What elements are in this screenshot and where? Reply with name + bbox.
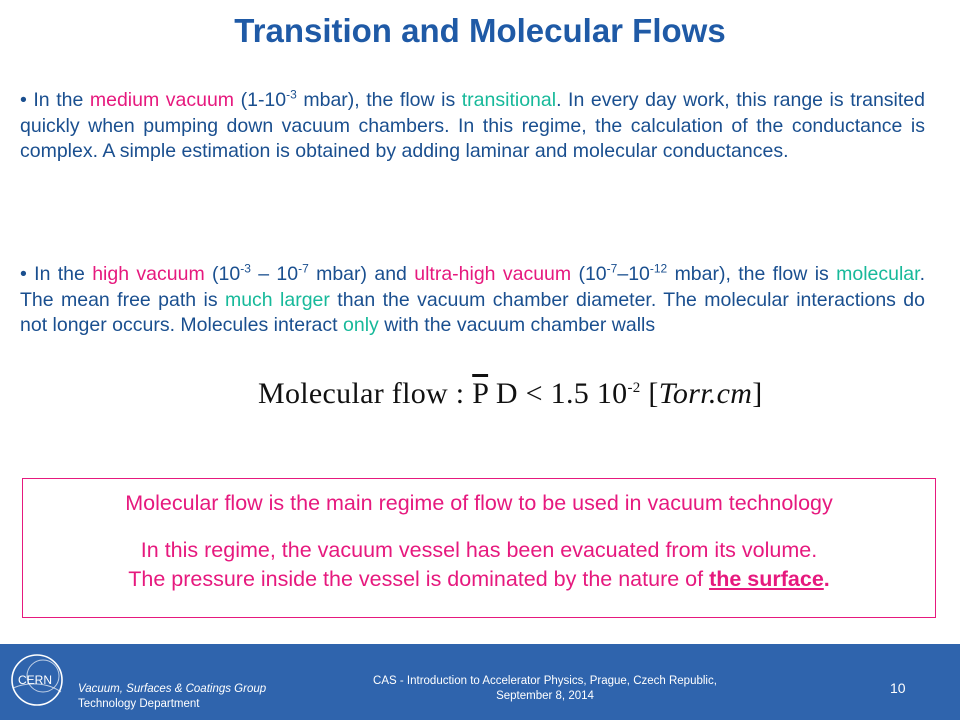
text: mbar), the flow is [296,89,462,111]
text: (10 [571,263,607,285]
text: In the [26,263,93,285]
group-info [78,682,266,712]
highlight-ultra-high-vacuum: ultra-high vacuum [414,263,572,285]
formula-mean-pressure: $\overline{P}$ [472,377,489,410]
formula-bracket: [ [640,377,659,410]
key-message-line1: Molecular flow is the main regime of flow to be used in vacuum technology [125,491,833,515]
key-message-line2: In this regime, the vacuum vessel has been evacuated from its volume. [140,538,818,562]
highlight-much-larger: much larger [224,288,330,311]
formula-unit: Torr.cm [658,377,753,410]
bullet: • [20,263,27,285]
highlight-medium-vacuum: medium vacuum [89,89,235,111]
formula-exponent: -2 [627,380,641,396]
text: than the vacuum chamber diameter. The molecular interactions do not longer occurs. Molecules interact [20,288,925,336]
cern-logo-icon [9,652,65,708]
paragraph-high-vacuum [20,262,925,339]
formula-lhs: Molecular flow : [258,377,473,410]
paragraph-medium-vacuum [20,88,925,165]
exponent: -12 [649,261,668,276]
exponent: -3 [286,87,297,102]
page-number: 10 [890,680,906,696]
exponent: -7 [606,261,618,276]
key-message-box [22,478,936,618]
text: mbar) and [308,263,415,285]
cern-logo-text: CERN [18,673,53,687]
text: – 10 [250,263,299,285]
molecular-flow-formula [258,377,763,411]
highlight-high-vacuum: high vacuum [92,263,205,285]
text: . [823,567,830,591]
exponent: -3 [240,261,251,276]
formula-threshold: < 1.5 10 [517,377,628,410]
text: mbar), the flow is [667,263,837,285]
text: (1-10 [234,89,287,111]
text: (10 [204,263,241,285]
highlight-molecular: molecular [836,263,920,285]
text: with the vacuum chamber walls [378,314,656,336]
text: –10 [617,263,650,285]
exponent: -7 [298,261,309,276]
department-name: Technology Department [78,698,200,710]
text: The pressure inside the vessel is dominated by the nature of [128,567,710,591]
footer-bar [0,644,960,720]
formula-bracket: ] [752,377,763,410]
text: . In every day work, this range is transited quickly when pumping down vacuum chambers. In this regime, the calculation of the conductance is complex. A simple estimation is obtained by adding laminar and molecular conductances. [20,89,925,162]
conference-info: CAS - Introduction to Accelerator Physics, Prague, Czech Republic, September 8, 2014 [373,675,717,702]
slide-title: Transition and Molecular Flows [234,12,726,49]
highlight-only: only [343,314,379,336]
text: . The mean free path is [20,263,925,311]
formula-diameter: D [488,377,518,410]
key-message-line3 [23,565,935,594]
the-surface-emphasis: the surface [709,567,824,591]
text: In the [26,89,90,111]
bullet: • [20,89,27,111]
group-name: Vacuum, Surfaces & Coatings Group [78,683,267,695]
highlight-transitional: transitional [461,89,557,111]
